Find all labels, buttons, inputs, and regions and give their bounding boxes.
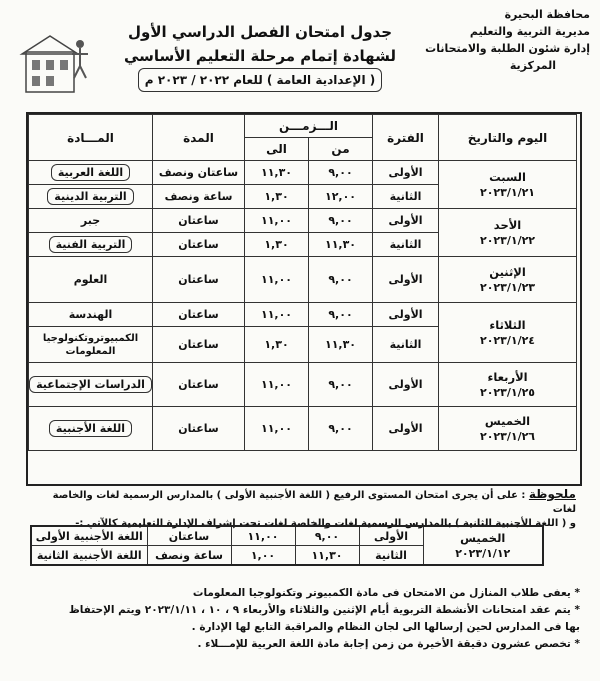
subject-cell: جبر (29, 209, 153, 233)
note-label: ملحوظة (528, 487, 576, 501)
to-cell: ١,٠٠ (231, 546, 295, 566)
list-item: * يعفى طلاب المنازل من الامتحان فى مادة الكمبيوتر وتكنولوجيا المعلومات (192, 587, 580, 599)
header-day: اليوم والتاريخ (439, 115, 577, 161)
governorate-header (420, 6, 590, 74)
day-name: السبت (489, 169, 526, 184)
duration-cell: ساعتان (153, 407, 245, 451)
list-item: * يتم عقد امتحانات الأنشطة التربوية أيام الإثنين والثلاثاء والأربعاء ٩ ، ١٠ ، ٢٠٢٣/١/١١ ويتم الإحتفاظ (68, 604, 580, 616)
period-cell: الأولى (373, 161, 439, 185)
subject-cell: الهندسة (29, 303, 153, 327)
from-cell: ١١,٣٠ (309, 233, 373, 257)
duration-cell: ساعتان (153, 209, 245, 233)
language-exam-table (30, 525, 544, 566)
day-cell (439, 407, 577, 451)
subject-cell (29, 161, 153, 185)
exam-table (28, 114, 577, 451)
header-line-2: مديرية التربية والتعليم (469, 25, 590, 38)
header-time: الـــزمـــن (245, 115, 373, 138)
from-cell: ٩,٠٠ (309, 257, 373, 303)
day-cell (439, 257, 577, 303)
subject-cell (29, 233, 153, 257)
from-cell: ٩,٠٠ (309, 303, 373, 327)
period-cell: الأولى (373, 363, 439, 407)
to-cell: ١١,٣٠ (245, 161, 309, 185)
to-cell: ١,٣٠ (245, 327, 309, 363)
day-date: ٢٠٢٣/١/٢٢ (479, 233, 536, 247)
day-cell (439, 209, 577, 257)
from-cell: ٩,٠٠ (309, 161, 373, 185)
header-line-4: المركزية (509, 59, 556, 72)
table-row (29, 209, 577, 233)
subject-cell: اللغة الأجنبية الثانية (31, 546, 147, 566)
ministry-logo-icon (14, 30, 94, 100)
subject-label: التربية الفنية (49, 236, 133, 253)
day-cell (439, 161, 577, 209)
subject-cell: الكمبيوتروتكنولوجيا المعلومات (29, 327, 153, 363)
period-cell: الأولى (373, 257, 439, 303)
subject-cell (29, 363, 153, 407)
to-cell: ١,٣٠ (245, 233, 309, 257)
header-duration: المدة (153, 115, 245, 161)
subject-cell: اللغة الأجنبية الأولى (31, 526, 147, 546)
day-date: ٢٠٢٣/١/٢٥ (479, 385, 536, 399)
period-cell: الثانية (373, 233, 439, 257)
day-date: ٢٠٢٣/١/٢٤ (479, 333, 536, 347)
to-cell: ١١,٠٠ (245, 363, 309, 407)
subject-cell: العلوم (29, 257, 153, 303)
period-cell: الأولى (373, 303, 439, 327)
subject-label: التربية الدينية (47, 188, 133, 205)
from-cell: ٩,٠٠ (295, 526, 359, 546)
duration-cell: ساعتان (153, 233, 245, 257)
instructions-list (20, 585, 580, 653)
day-name: الخميس (460, 530, 506, 545)
day-name: الأربعاء (487, 369, 528, 384)
from-cell: ١١,٣٠ (309, 327, 373, 363)
duration-cell: ساعة ونصف (153, 185, 245, 209)
duration-cell: ساعتان (153, 303, 245, 327)
title-line-3: ( الإعدادية العامة ) للعام ٢٠٢٢ / ٢٠٢٣ م (138, 68, 383, 92)
title-line-1: جدول امتحان الفصل الدراسي الأول (127, 23, 393, 41)
from-cell: ٩,٠٠ (309, 363, 373, 407)
day-date: ٢٠٢٣/١/٢١ (479, 185, 536, 199)
table-row (29, 407, 577, 451)
from-cell: ١٢,٠٠ (309, 185, 373, 209)
day-name: الخميس (484, 413, 531, 428)
title-line-2: لشهادة إتمام مرحلة التعليم الأساسي (124, 47, 396, 65)
day-name: الثلاثاء (489, 317, 526, 332)
from-cell: ٩,٠٠ (309, 407, 373, 451)
period-cell: الثانية (373, 327, 439, 363)
table-row (31, 526, 543, 546)
table-row (29, 257, 577, 303)
period-cell: الأولى (359, 526, 423, 546)
schedule-title (110, 20, 410, 92)
from-cell: ٩,٠٠ (309, 209, 373, 233)
period-cell: الثانية (373, 185, 439, 209)
to-cell: ١١,٠٠ (245, 257, 309, 303)
subject-cell (29, 407, 153, 451)
day-cell (439, 303, 577, 363)
table-row (29, 363, 577, 407)
duration-cell: ساعتان (153, 363, 245, 407)
subject-label: اللغة العربية (51, 164, 130, 181)
from-cell: ١١,٣٠ (295, 546, 359, 566)
header-line-3: إدارة شئون الطلبة والامتحانات (425, 42, 590, 55)
table-row (29, 161, 577, 185)
to-cell: ١,٣٠ (245, 185, 309, 209)
duration-cell: ساعتان (153, 327, 245, 363)
header-line-1: محافظة البحيرة (504, 8, 590, 21)
note-line-2: و ( اللغة الأجنبية الثانية ) بالمدارس الرسمية لغات والخاصة لغات تحت إشراف الإدارة التعليمية كالآتي :- (75, 518, 576, 529)
subject-label: اللغة الأجنبية (49, 420, 132, 437)
list-item: * تخصص عشرون دقيقة الأخيرة من زمن إجابة مادة اللغة العربية للإمـــلاء . (197, 638, 580, 650)
day-cell (439, 363, 577, 407)
header-subject: المـــادة (29, 115, 153, 161)
header-period: الفترة (373, 115, 439, 161)
table-row (29, 303, 577, 327)
day-name: الأحد (493, 217, 522, 232)
day-cell (423, 526, 543, 565)
period-cell: الأولى (373, 407, 439, 451)
day-name: الإثنين (489, 264, 526, 279)
day-date: ٢٠٢٣/١/٢٦ (479, 429, 536, 443)
duration-cell: ساعتان (153, 257, 245, 303)
to-cell: ١١,٠٠ (245, 303, 309, 327)
duration-cell: ساعتان ونصف (153, 161, 245, 185)
subject-cell (29, 185, 153, 209)
note-line-1: : على أن يجرى امتحان المستوى الرفيع ( اللغة الأجنبية الأولى ) بالمدارس الرسمية لغات والخاصة لغات (52, 490, 576, 515)
period-cell: الثانية (359, 546, 423, 566)
to-cell: ١١,٠٠ (231, 526, 295, 546)
duration-cell: ساعتان (147, 526, 231, 546)
duration-cell: ساعة ونصف (147, 546, 231, 566)
list-item: بها فى المدارس لحين إرسالها الى لجان النظام والمراقبة التابع لها الإدارة . (191, 621, 580, 633)
subject-label: الدراسات الإجتماعية (29, 376, 152, 393)
period-cell: الأولى (373, 209, 439, 233)
to-cell: ١١,٠٠ (245, 407, 309, 451)
header-to: الى (245, 138, 309, 161)
day-date: ٢٠٢٣/١/١٢ (455, 546, 511, 560)
to-cell: ١١,٠٠ (245, 209, 309, 233)
header-from: من (309, 138, 373, 161)
day-date: ٢٠٢٣/١/٢٣ (479, 280, 536, 294)
